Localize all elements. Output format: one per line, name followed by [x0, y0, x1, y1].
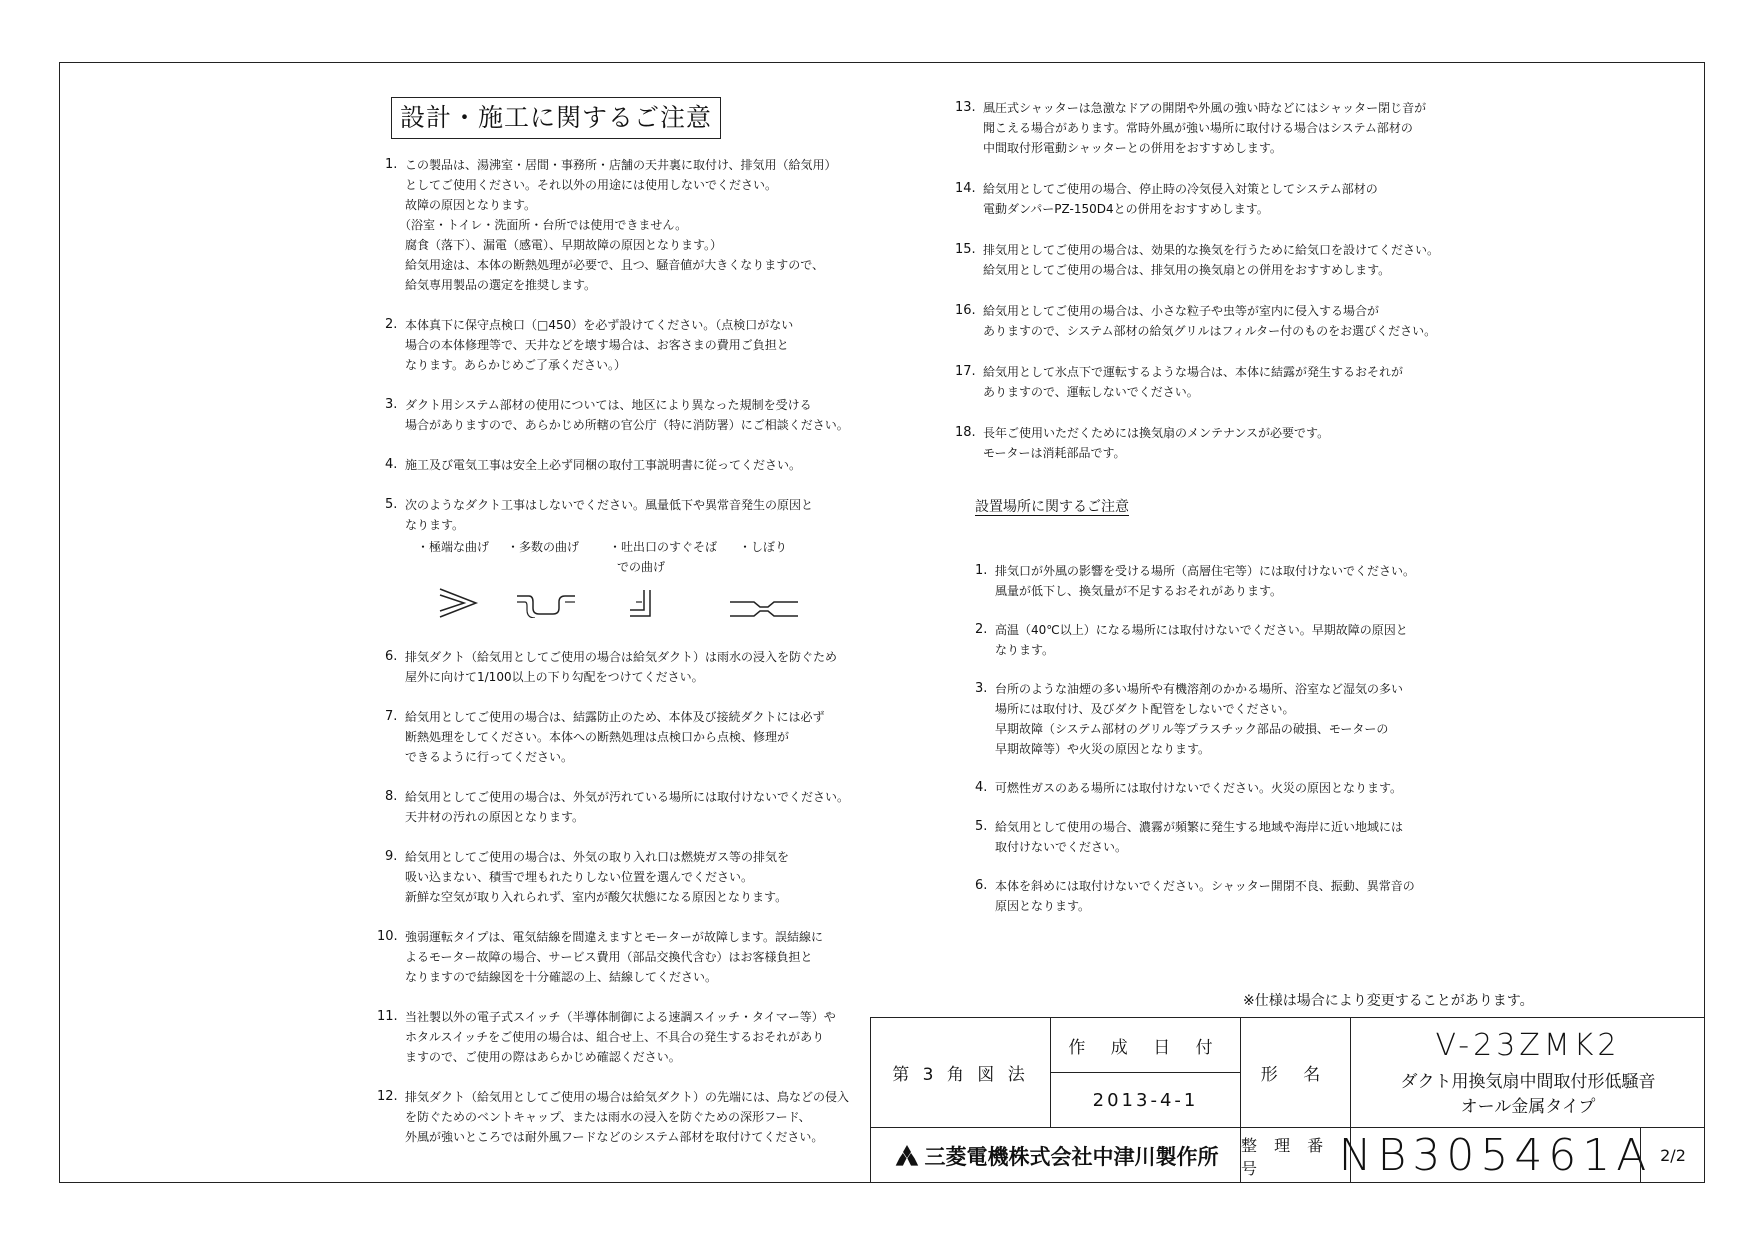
note-line: 給気用としてご使用の場合は、外気が汚れている場所には取付けないでください。: [405, 790, 850, 804]
note-number: 16.: [955, 303, 976, 318]
note-line: 当社製以外の電子式スイッチ（半導体制御による速調スイッチ・タイマー等）や: [405, 1010, 836, 1024]
note-line: 給気用途は、本体の断熱処理が必要で、且つ、騒音値が大きくなりますので、: [405, 258, 825, 272]
note-line: 取付けないでください。: [995, 840, 1128, 854]
note-item: [975, 561, 1443, 601]
note-line: 給気用としてご使用の場合は、排気用の換気扇との併用をおすすめします。: [983, 263, 1391, 277]
note-number: 3.: [975, 681, 988, 696]
note-line: 風量が低下し、換気量が不足するおそれがあります。: [995, 584, 1283, 598]
note-text: [405, 847, 789, 907]
note-item: [385, 787, 850, 827]
note-number: 4.: [385, 457, 398, 472]
bend-label: ・吐出口のすぐそば での曲げ: [609, 537, 739, 577]
note-text: [983, 301, 1436, 341]
note-item: [385, 155, 845, 295]
note-line: モーターは消耗部品です。: [983, 446, 1126, 460]
company-logo-icon: [893, 1144, 921, 1168]
note-number: 5.: [975, 819, 988, 834]
note-line: 高温（40℃以上）になる場所には取付けないでください。早期故障の原因と: [995, 623, 1408, 637]
note-line: なりますので結線図を十分確認の上、結線してください。: [405, 970, 718, 984]
product-description-line1: ダクト用換気扇中間取付形低騒音: [1400, 1072, 1656, 1092]
note-item: [975, 876, 1443, 916]
note-line: ありますので、システム部材の給気グリルはフィルター付のものをお選びください。: [983, 324, 1437, 338]
note-line: （浴室・トイレ・洗面所・台所では使用できません。: [399, 218, 688, 232]
note-item: [975, 778, 1443, 798]
bend-label-sub: での曲げ: [617, 560, 666, 574]
note-item: [955, 240, 1443, 280]
note-item: [955, 362, 1443, 402]
note-item: [377, 1007, 845, 1067]
design-notes-right: [955, 98, 1443, 935]
note-line: 長年ご使用いただくためには換気扇のメンテナンスが必要です。: [983, 426, 1330, 440]
note-line: 給気用としてご使用の場合、停止時の冷気侵入対策としてシステム部材の: [983, 182, 1378, 196]
note-text: [983, 240, 1439, 280]
reference-number: NB305461A: [1338, 1130, 1653, 1181]
note-item: [955, 98, 1443, 158]
note-text: [995, 620, 1408, 660]
note-number: 11.: [377, 1009, 398, 1024]
note-item: [377, 927, 845, 987]
title-block: [870, 1017, 1705, 1183]
note-number: 13.: [955, 100, 976, 115]
note-text: [405, 455, 801, 475]
note-line: ありますので、運転しないでください。: [983, 385, 1199, 399]
note-line: 給気用として氷点下で運転するような場合は、本体に結露が発生するおそれが: [983, 365, 1404, 379]
note-line: 給気用としてご使用の場合は、結露防止のため、本体及び接続ダクトには必ず: [405, 710, 825, 724]
note-line: 場合がありますので、あらかじめ所轄の官公庁（特に消防署）にご相談ください。: [405, 418, 849, 432]
note-number: 1.: [385, 157, 398, 172]
note-item: [385, 455, 845, 475]
note-line: ますので、ご使用の際はあらかじめ確認ください。: [405, 1050, 681, 1064]
note-number: 3.: [385, 397, 398, 412]
note-number: 6.: [975, 878, 988, 893]
note-item: [385, 395, 849, 435]
note-text: [983, 423, 1329, 463]
note-line: 吸い込まない、積雪で埋もれたりしない位置を選んでください。: [405, 870, 754, 884]
note-line: 聞こえる場合があります。常時外風が強い場所に取付ける場合はシステム部材の: [983, 121, 1413, 135]
note-line: 中間取付形電動シャッターとの併用をおすすめします。: [983, 141, 1282, 155]
note-line: を防ぐためのベントキャップ、または雨水の浸入を防ぐための深形フード、: [405, 1110, 811, 1124]
bend-label: ・しぼり: [739, 540, 788, 554]
note-line: 給気用として使用の場合、濃霧が頻繁に発生する地域や海岸に近い地域には: [995, 820, 1404, 834]
note-line: ダクト用システム部材の使用については、地区により異なった規制を受ける: [405, 398, 812, 412]
note-line: 外風が強いところでは耐外風フードなどのシステム部材を取付けてください。: [405, 1130, 824, 1144]
date-label: 作 成 日 付: [1068, 1037, 1223, 1058]
note-item: [955, 423, 1443, 463]
note-line: 給気用としてご使用の場合は、外気の取り入れ口は燃焼ガス等の排気を: [405, 850, 790, 864]
outlet-bend-icon: [628, 588, 664, 622]
note-text: [995, 679, 1403, 759]
note-line: 場所には取付け、及びダクト配管をしないでください。: [995, 702, 1295, 716]
note-line: 本体を斜めには取付けないでください。シャッター開閉不良、振動、異常音の: [995, 879, 1415, 893]
note-number: 10.: [377, 929, 398, 944]
note-number: 15.: [955, 242, 976, 257]
sharp-bend-icon: [438, 585, 480, 621]
note-number: 1.: [975, 563, 988, 578]
page-number: 2/2: [1660, 1146, 1686, 1165]
note-line: 強弱運転タイプは、電気結線を間違えますとモーターが故障します。誤結線に: [405, 930, 823, 944]
note-text: [405, 495, 813, 535]
company-name: 三菱電機株式会社中津川製作所: [924, 1144, 1219, 1169]
note-number: 17.: [955, 364, 976, 379]
note-text: [405, 1007, 836, 1067]
note-item: [385, 707, 845, 767]
site-notes: [975, 561, 1443, 916]
note-line: 屋外に向けて1/100以上の下り勾配をつけてください。: [405, 670, 704, 684]
note-item: [385, 647, 845, 687]
design-notes-left: [377, 155, 850, 1167]
model-label: 形 名: [1260, 1065, 1331, 1085]
note-line: 排気用としてご使用の場合は、効果的な換気を行うために給気口を設けてください。: [983, 243, 1440, 257]
spec-change-note: ※仕様は場合により変更することがあります。: [1243, 993, 1534, 1009]
note-line: としてご使用ください。それ以外の用途には使用しないでください。: [405, 178, 778, 192]
creation-date: 2013-4-1: [1092, 1089, 1199, 1111]
product-description-line2: オール金属タイプ: [1460, 1097, 1596, 1117]
note-line: 次のようなダクト工事はしないでください。風量低下や異常音発生の原因と: [405, 498, 814, 512]
note-line: 風圧式シャッターは急激なドアの開閉や外風の強い時などにはシャッター閉じ音が: [983, 101, 1427, 115]
note-text: [995, 561, 1415, 601]
note-line: 断熱処理をしてください。本体への断熱処理は点検口から点検、修理が: [405, 730, 790, 744]
note-number: 9.: [385, 849, 398, 864]
note-number: 18.: [955, 425, 976, 440]
note-item: [385, 315, 845, 375]
note-text: [995, 876, 1415, 916]
note-text: [405, 787, 849, 827]
note-item: [975, 679, 1443, 759]
note-text: [983, 98, 1426, 158]
note-line: できるように行ってください。: [405, 750, 574, 764]
note-line: この製品は、湯沸室・居間・事務所・店舗の天井裏に取付け、排気用（給気用）: [405, 158, 837, 172]
note-number: 4.: [975, 780, 988, 795]
note-text: [405, 395, 849, 435]
constriction-icon: [728, 598, 800, 620]
multiple-bends-icon: [515, 592, 577, 618]
note-line: 可燃性ガスのある場所には取付けないでください。火災の原因となります。: [995, 781, 1403, 795]
note-text: [995, 778, 1402, 798]
bend-label: ・極端な曲げ: [417, 540, 490, 554]
note-item: [955, 301, 1443, 341]
note-text: [995, 817, 1403, 857]
note-item: [975, 620, 1443, 660]
note-text: [405, 927, 823, 987]
note-text: [405, 1087, 849, 1147]
note-line: 排気口が外風の影響を受ける場所（高層住宅等）には取付けないでください。: [995, 564, 1416, 578]
note-number: 8.: [385, 789, 398, 804]
note-item: [955, 179, 1443, 219]
bend-labels: [417, 537, 845, 577]
note-line: 天井材の汚れの原因となります。: [405, 810, 585, 824]
note-line: なります。あらかじめご了承ください。）: [405, 358, 627, 372]
note-line: 腐食（落下）、漏電（感電）、早期故障の原因となります。）: [405, 238, 723, 252]
note-number: 2.: [975, 622, 988, 637]
note-line: 給気専用製品の選定を推奨します。: [405, 278, 597, 292]
note-line: 故障の原因となります。: [405, 198, 537, 212]
note-line: 施工及び電気工事は安全上必ず同梱の取付工事説明書に従ってください。: [405, 458, 802, 472]
note-number: 7.: [385, 709, 398, 724]
note-number: 14.: [955, 181, 976, 196]
note-line: 本体真下に保守点検口（□450）を必ず設けてください。（点検口がない: [405, 318, 794, 332]
note-line: よるモーター故障の場合、サービス費用（部品交換代含む）はお客様負担と: [405, 950, 813, 964]
note-text: [405, 315, 793, 375]
note-number: 2.: [385, 317, 398, 332]
note-item: [377, 1087, 850, 1147]
reference-label: 整 理 番 号: [1241, 1135, 1330, 1178]
note-text: [405, 707, 825, 767]
model-number: V-23ZMK2: [1435, 1028, 1621, 1063]
projection-method: 第 3 角 図 法: [892, 1065, 1029, 1085]
note-line: なります。: [405, 518, 465, 532]
note-line: 排気ダクト（給気用としてご使用の場合は給気ダクト）は雨水の浸入を防ぐため: [405, 650, 838, 664]
note-line: 排気ダクト（給気用としてご使用の場合は給気ダクト）の先端には、鳥などの侵入: [405, 1090, 850, 1104]
drawing-frame: [59, 62, 1705, 1183]
note-item: [975, 817, 1443, 857]
page-title: 設計・施工に関するご注意: [391, 97, 721, 139]
note-line: 場合の本体修理等で、天井などを壊す場合は、お客さまの費用ご負担と: [405, 338, 789, 352]
note-number: 12.: [377, 1089, 398, 1104]
note-line: 給気用としてご使用の場合は、小さな粒子や虫等が室内に侵入する場合が: [983, 304, 1380, 318]
note-number: 5.: [385, 497, 398, 512]
site-notes-heading: 設置場所に関するご注意: [975, 499, 1129, 515]
note-line: 台所のような油煙の多い場所や有機溶剤のかかる場所、浴室など湿気の多い: [995, 682, 1404, 696]
note-item: [385, 495, 845, 535]
note-line: ホタルスイッチをご使用の場合は、組合せ上、不具合の発生するおそれがあり: [405, 1030, 825, 1044]
note-line: 新鮮な空気が取り入れられず、室内が酸欠状態になる原因となります。: [405, 890, 788, 904]
note-number: 6.: [385, 649, 398, 664]
note-line: 原因となります。: [995, 899, 1091, 913]
note-line: 早期故障等）や火災の原因となります。: [995, 742, 1211, 756]
note-text: [983, 362, 1403, 402]
note-line: なります。: [995, 643, 1055, 657]
note-item: [385, 847, 845, 907]
note-line: 電動ダンパーPZ-150D4との併用をおすすめします。: [983, 202, 1269, 216]
note-text: [399, 155, 837, 295]
note-text: [405, 647, 837, 687]
bend-label: ・多数の曲げ: [507, 540, 580, 554]
note-line: 早期故障（システム部材のグリル等プラスチック部品の破損、モーターの: [995, 722, 1389, 736]
note-text: [983, 179, 1378, 219]
